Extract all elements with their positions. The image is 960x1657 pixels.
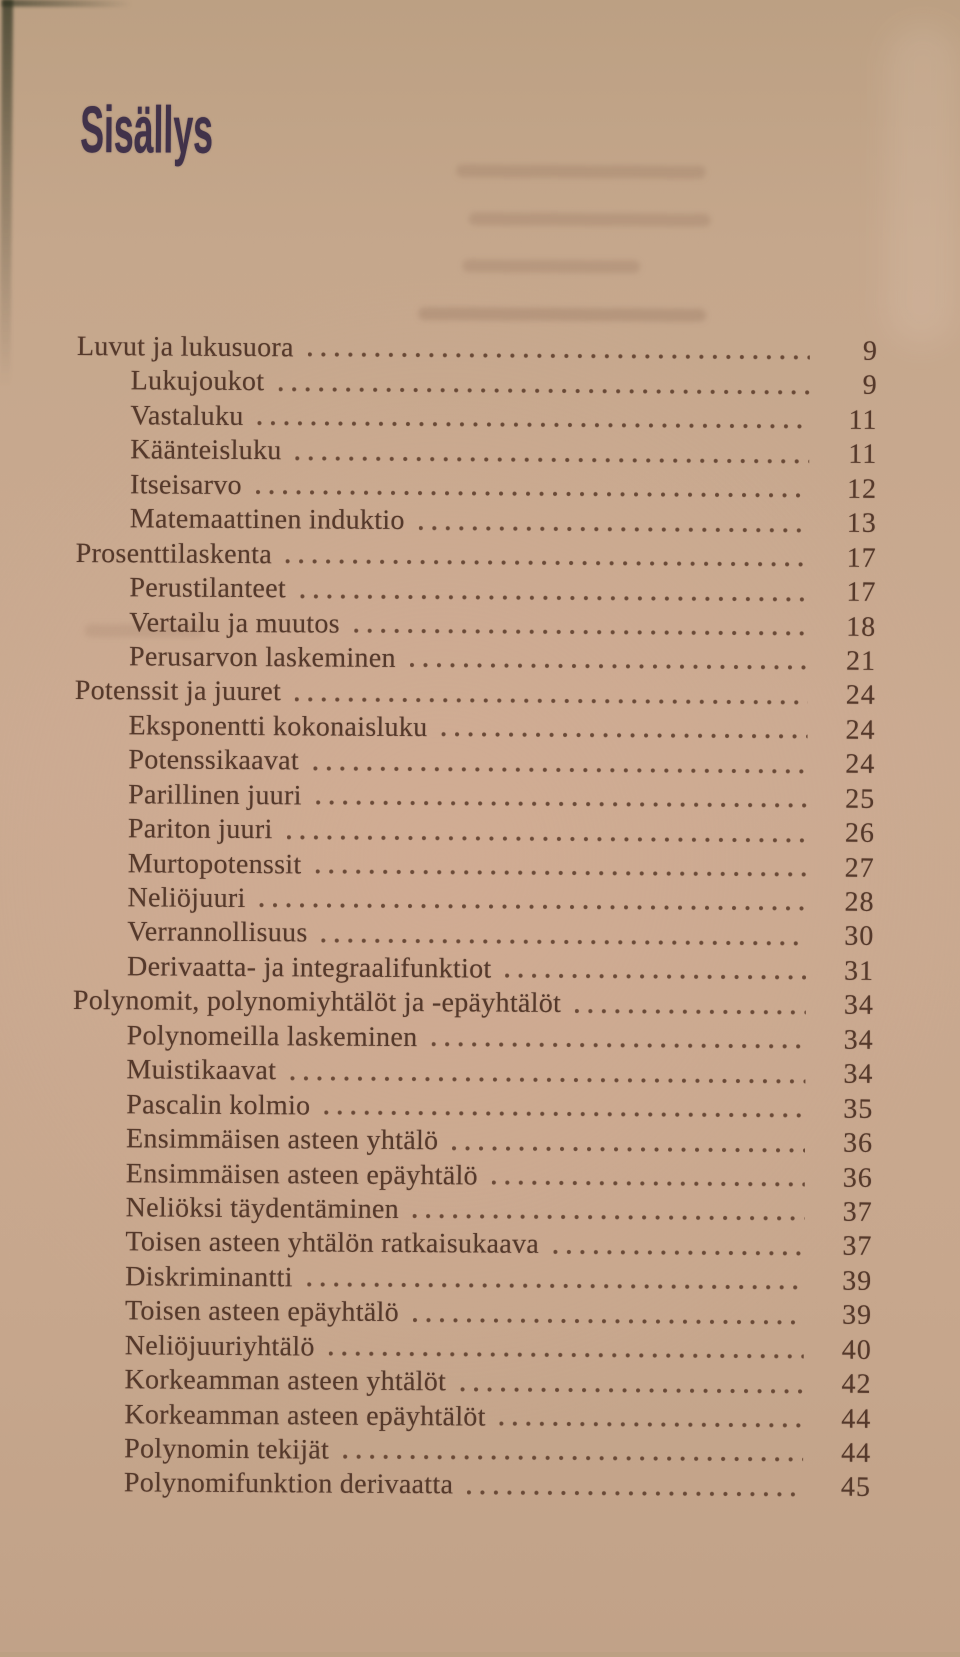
toc-entry-page: 34 [843,989,874,1022]
dot-leader [278,385,809,397]
toc-entry-label: Ensimmäisen asteen yhtälö [125,1123,439,1157]
toc-entry-label: Toisen asteen epäyhtälö [124,1295,400,1329]
toc-entry [70,1399,871,1438]
dot-leader [460,1385,803,1396]
dot-leader [441,730,807,741]
toc-entry [73,882,874,921]
toc-entry-page: 37 [842,1196,873,1228]
dot-leader [452,1144,805,1155]
toc-entry-label: Lukujoukot [130,365,265,398]
toc-entry-label: Korkeamman asteen epäyhtälöt [124,1398,486,1433]
toc-entry-page: 25 [845,783,876,815]
toc-entry-label: Potenssit ja juuret [74,675,282,708]
toc-entry-label: Polynomin tekijät [124,1433,330,1466]
toc-entry [73,916,874,955]
dot-leader [308,351,810,363]
toc-entry-label: Luvut ja lukusuora [76,330,294,364]
toc-entry [71,1295,872,1334]
toc-entry [72,1192,873,1231]
toc-entry [74,744,875,783]
toc-entry-label: Verrannollisuus [127,916,308,949]
dot-leader [329,1350,804,1362]
dot-leader [553,1248,804,1259]
toc-entry [76,538,877,577]
toc-entry-label: Perusarvon laskeminen [128,641,396,674]
paper-sheen [886,25,958,345]
dot-leader [287,833,807,845]
toc-entry [72,1054,873,1093]
toc-entry-page: 17 [846,576,877,608]
dot-leader [431,1040,805,1051]
toc-entry-label: Neliöjuuriyhtälö [124,1329,315,1363]
dot-leader [286,557,809,569]
toc-entry-label: Itseisarvo [129,469,243,501]
toc-entry [76,503,877,542]
toc-entry [76,434,877,473]
toc-entry [71,1261,872,1300]
toc-entry-page: 24 [845,748,876,781]
toc-entry-label: Käänteisluku [130,434,282,467]
dot-leader [315,867,806,879]
toc-entry-page: 28 [844,886,875,918]
toc-entry-label: Vastaluku [130,400,244,432]
toc-entry [74,710,875,749]
toc-entry [76,469,877,508]
toc-entry-page: 17 [846,542,877,574]
toc-entry [72,1089,873,1128]
dot-leader [290,1074,805,1086]
toc-entry-label: Polynomit, polynomiyhtälöt ja -epäyhtälöt [72,985,562,1020]
toc-entry-page: 34 [843,1024,874,1056]
toc-entry-page: 9 [862,370,878,402]
toc-entry [73,1020,874,1059]
toc-entry-page: 21 [845,645,877,677]
bleed-through-smudge [418,307,706,322]
toc-entry-label: Polynomifunktion derivaatta [123,1467,454,1501]
toc-entry-page: 36 [842,1162,873,1194]
table-of-contents [70,331,878,1507]
dot-leader [258,419,810,431]
toc-entry-label: Muistikaavat [126,1054,277,1087]
toc-entry-page: 30 [844,921,875,953]
toc-entry-page: 11 [848,439,878,471]
toc-entry [74,813,875,852]
toc-entry [74,779,875,818]
toc-entry-page: 37 [842,1231,873,1263]
toc-entry [77,331,878,370]
toc-entry-page: 31 [844,955,875,987]
toc-entry-label: Diskriminantti [125,1261,293,1294]
toc-entry-page: 44 [841,1403,872,1435]
toc-entry-page: 45 [840,1472,872,1504]
toc-entry-label: Murtopotenssit [127,847,302,880]
dot-leader [575,1007,806,1017]
toc-entry-page: 12 [846,473,878,505]
toc-entry-page: 13 [846,507,877,540]
dot-leader [492,1178,805,1189]
toc-entry [75,675,876,714]
toc-entry-label: Ensimmäisen asteen epäyhtälö [125,1157,479,1191]
toc-entry-page: 39 [841,1299,873,1332]
dot-leader [467,1488,803,1499]
toc-entry-page: 40 [841,1334,872,1366]
toc-entry-page: 27 [844,852,875,884]
toc-entry-label: Matemaattinen induktio [129,503,405,537]
page-edge-shadow-left [0,0,13,430]
dot-leader [256,488,809,500]
toc-entry [73,951,874,990]
dot-leader [322,936,807,948]
dot-leader [410,661,808,672]
page-title: Sisällys [80,92,214,168]
toc-entry-page: 44 [841,1437,872,1469]
toc-entry-label: Potenssikaavat [128,744,300,777]
toc-entry [72,1123,873,1162]
dot-leader [324,1109,805,1121]
dot-leader [260,902,807,914]
toc-entry-label: Korkeamman asteen yhtälöt [124,1364,447,1398]
toc-entry-page: 36 [842,1127,874,1159]
toc-entry [70,1433,871,1472]
dot-leader [505,972,806,983]
toc-entry [75,606,876,645]
toc-entry [75,641,876,680]
dot-leader [354,627,808,639]
toc-entry [70,1364,871,1403]
dot-leader [316,799,807,811]
toc-entry-page: 24 [845,714,876,746]
toc-entry-label: Neliöjuuri [127,882,246,915]
dot-leader [419,524,809,535]
toc-entry-label: Polynomeilla laskeminen [126,1020,418,1053]
dot-leader [296,454,810,466]
toc-entry [71,1226,872,1265]
bleed-through-smudge [456,164,706,179]
dot-leader [413,1316,804,1327]
toc-entry-page: 35 [843,1093,874,1125]
toc-list [70,331,878,1507]
toc-entry-label: Pascalin kolmio [126,1088,311,1122]
bleed-through-smudge [469,212,711,226]
dot-leader [413,1212,805,1223]
dot-leader [500,1420,804,1431]
toc-entry [77,365,878,404]
dot-leader [307,1281,805,1293]
toc-entry-label: Vertailu ja muutos [129,606,341,640]
toc-entry-page: 26 [844,817,876,849]
toc-entry-page: 24 [845,680,876,712]
dot-leader [300,592,808,604]
toc-entry [72,1157,873,1196]
toc-entry-page: 39 [842,1265,873,1297]
toc-entry [75,572,876,611]
toc-entry-label: Perustilanteet [129,572,287,605]
toc-entry [76,400,877,439]
toc-entry-label: Neliöksi täydentäminen [125,1192,400,1225]
toc-entry-page: 18 [846,611,877,643]
dot-leader [343,1453,803,1465]
page-edge-shadow-top [2,0,132,7]
toc-entry [74,848,875,887]
toc-entry-page: 34 [843,1058,874,1091]
toc-entry-page: 42 [841,1368,872,1400]
toc-entry-label: Toisen asteen yhtälön ratkaisukaava [125,1226,540,1261]
dot-leader [295,695,808,707]
toc-entry-label: Pariton juuri [127,813,273,846]
toc-entry-page: 11 [848,404,878,436]
toc-entry [70,1467,871,1506]
toc-entry-label: Eksponentti kokonaisluku [128,710,428,743]
toc-entry-label: Derivaatta- ja integraalifunktiot [127,951,492,985]
dot-leader [313,764,807,776]
toc-entry [73,985,874,1024]
bleed-through-smudge [462,259,640,273]
toc-entry-page: 9 [862,335,878,367]
toc-entry-label: Prosenttilaskenta [75,537,273,570]
toc-entry-label: Parillinen juuri [128,778,302,812]
toc-entry [71,1330,872,1369]
